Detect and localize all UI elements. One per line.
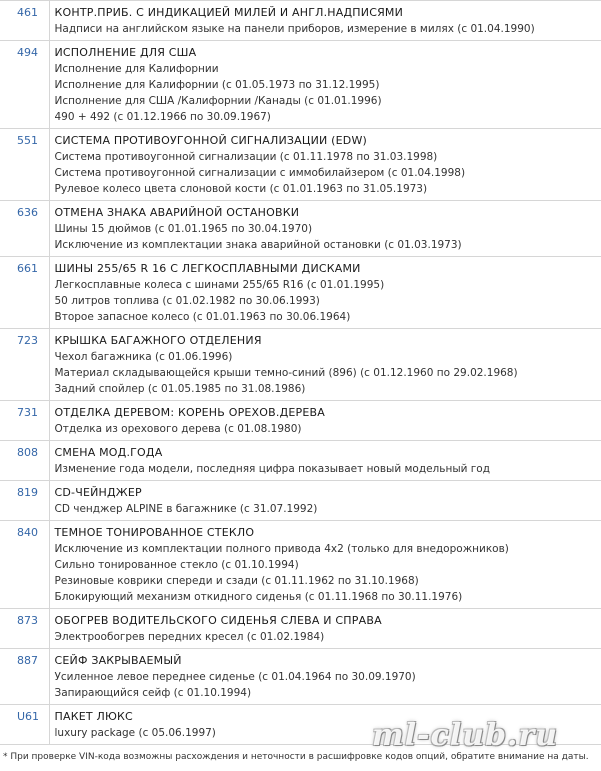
option-code: 873 [0,609,49,649]
option-detail-line: Легкосплавные колеса с шинами 255/65 R16 (с 01.01.1995) [54,279,385,291]
option-detail-line: Система противоугонной сигнализации (с 01.11.1978 по 31.03.1998) [54,151,438,163]
option-description [49,441,601,481]
option-code: 819 [0,481,49,521]
option-row [0,401,601,441]
option-row [0,41,601,129]
option-code: 636 [0,201,49,257]
option-code: 887 [0,649,49,705]
option-code: 661 [0,257,49,329]
option-title: СИСТЕМА ПРОТИВОУГОННОЙ СИГНАЛИЗАЦИИ (EDW) [54,134,368,147]
option-description [49,201,601,257]
option-row [0,329,601,401]
option-detail-line: Исключение из комплектации полного привода 4x2 (только для внедорожников) [54,543,509,555]
option-detail-line: CD ченджер ALPINE в багажнике (с 31.07.1992) [54,503,318,515]
option-code: 808 [0,441,49,481]
option-detail-line: Сильно тонированное стекло (с 01.10.1994) [54,559,299,571]
option-code: 551 [0,129,49,201]
options-table-body [0,1,601,745]
option-description [49,401,601,441]
footnote: * При проверке VIN-кода возможны расхождения и неточности в расшифровке кодов опций, обратите внимание на даты. [3,752,589,762]
option-title: ОБОГРЕВ ВОДИТЕЛЬСКОГО СИДЕНЬЯ СЛЕВА И СПРАВА [54,614,382,627]
option-detail-line: Усиленное левое переднее сиденье (с 01.04.1964 по 30.09.1970) [54,671,416,683]
option-title: СМЕНА МОД.ГОДА [54,446,163,459]
option-detail-line: Шины 15 дюймов (с 01.01.1965 по 30.04.1970) [54,223,313,235]
option-detail-line: Исполнение для США /Калифорнии /Канады (с 01.01.1996) [54,95,382,107]
option-detail-line: Отделка из орехового дерева (с 01.08.1980) [54,423,302,435]
option-code: 723 [0,329,49,401]
option-title: ОТМЕНА ЗНАКА АВАРИЙНОЙ ОСТАНОВКИ [54,206,300,219]
option-row [0,129,601,201]
option-detail-line: Второе запасное колесо (с 01.01.1963 по 30.06.1964) [54,311,351,323]
option-title: КОНТР.ПРИБ. С ИНДИКАЦИЕЙ МИЛЕЙ И АНГЛ.НАДПИСЯМИ [54,6,404,19]
option-title: ПАКЕТ ЛЮКС [54,710,133,723]
option-detail-line: Запирающийся сейф (с 01.10.1994) [54,687,252,699]
option-detail-line: Задний спойлер (с 01.05.1985 по 31.08.1986) [54,383,306,395]
option-detail-line: Электрообогрев передних кресел (с 01.02.1984) [54,631,325,643]
option-detail-line: Блокирующий механизм откидного сиденья (с 01.11.1968 по 30.11.1976) [54,591,463,603]
option-title: CD-ЧЕЙНДЖЕР [54,486,142,499]
option-detail-line: Исполнение для Калифорнии [54,63,219,75]
option-title: ТЕМНОЕ ТОНИРОВАННОЕ СТЕКЛО [54,526,255,539]
option-detail-line: 490 + 492 (с 01.12.1966 по 30.09.1967) [54,111,271,123]
option-detail-line: 50 литров топлива (с 01.02.1982 по 30.06.1993) [54,295,320,307]
option-row [0,609,601,649]
option-detail-line: Система противоугонной сигнализации с иммобилайзером (с 01.04.1998) [54,167,466,179]
option-detail-line: Исполнение для Калифорнии (с 01.05.1973 по 31.12.1995) [54,79,380,91]
option-row [0,441,601,481]
option-description [49,481,601,521]
option-detail-line: luxury package (с 05.06.1997) [54,727,216,739]
option-description [49,329,601,401]
option-row [0,1,601,41]
option-description [49,521,601,609]
option-code: 731 [0,401,49,441]
option-row [0,481,601,521]
option-detail-line: Надписи на английском языке на панели приборов, измерение в милях (с 01.04.1990) [54,23,535,35]
watermark-logo: ml-club.ru [372,718,559,753]
option-description [49,257,601,329]
option-code: 494 [0,41,49,129]
option-description [49,1,601,41]
option-detail-line: Исключение из комплектации знака аварийной остановки (с 01.03.1973) [54,239,462,251]
option-code: U61 [0,705,49,745]
option-description [49,41,601,129]
option-title: СЕЙФ ЗАКРЫВАЕМЫЙ [54,654,182,667]
option-detail-line: Изменение года модели, последняя цифра показывает новый модельный год [54,463,490,475]
option-description [49,649,601,705]
option-detail-line: Чехол багажника (с 01.06.1996) [54,351,233,363]
option-detail-line: Рулевое колесо цвета слоновой кости (с 01.01.1963 по 31.05.1973) [54,183,428,195]
option-description [49,129,601,201]
option-title: ОТДЕЛКА ДЕРЕВОМ: КОРЕНЬ ОРЕХОВ.ДЕРЕВА [54,406,325,419]
option-row [0,257,601,329]
option-description [49,609,601,649]
option-row [0,201,601,257]
option-title: ШИНЫ 255/65 R 16 С ЛЕГКОСПЛАВНЫМИ ДИСКАМИ [54,262,361,275]
option-detail-line: Материал складывающейся крыши темно-синий (896) (с 01.12.1960 по 29.02.1968) [54,367,518,379]
option-title: ИСПОЛНЕНИЕ ДЛЯ США [54,46,197,59]
option-row [0,521,601,609]
option-title: КРЫШКА БАГАЖНОГО ОТДЕЛЕНИЯ [54,334,262,347]
option-code: 840 [0,521,49,609]
option-code: 461 [0,1,49,41]
option-detail-line: Резиновые коврики спереди и сзади (с 01.11.1962 по 31.10.1968) [54,575,419,587]
option-row [0,649,601,705]
